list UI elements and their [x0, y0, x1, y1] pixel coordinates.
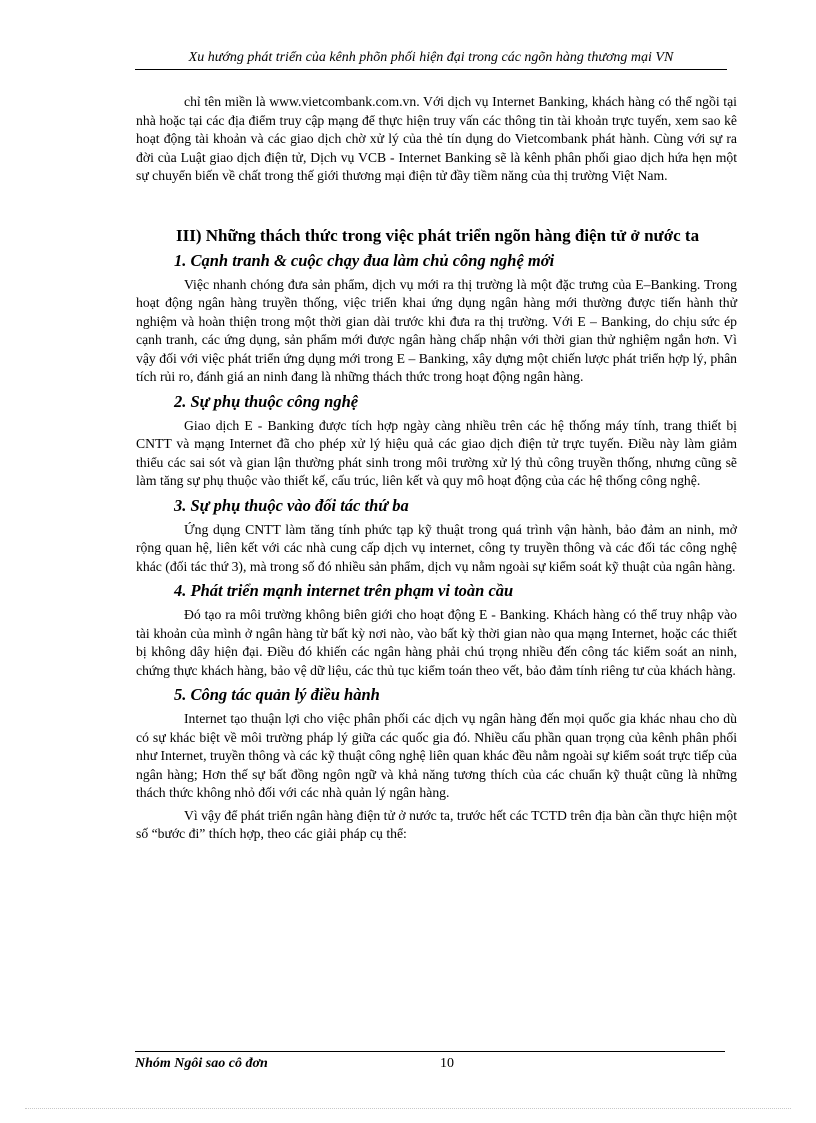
document-body: [136, 93, 737, 848]
paragraph: Internet tạo thuận lợi cho việc phân phối các dịch vụ ngân hàng đến mọi quốc gia khác nhau cho dù có sự khác biệt về môi trường pháp lý giữa các quốc gia đó. Nhiều cấu phần quan trọng của kênh phân phối như Internet, truyền thông và các kỹ thuật công nghệ liên quan khác đều nằm ngoài sự kiểm soát trực tiếp của ngân hàng; Hơn thế sự bất đồng ngôn ngữ và khả năng tương thích của các chuẩn kỹ thuật cũng là những thách thức không nhỏ đối với các nhà quản lý ngân hàng.: [136, 711, 737, 800]
paragraph: Giao dịch E - Banking được tích hợp ngày càng nhiều trên các hệ thống máy tính, trang thiết bị CNTT và mạng Internet đã cho phép xử lý hiệu quả các giao dịch điện tử trực tuyến. Điều này làm giảm thiểu các sai sót và gian lận thường phát sinh trong môi trường xử lý thủ công truyền thống, nhưng cũng sẽ làm tăng sự phụ thuộc vào thiết kế, cấu trúc, liên kết và quy mô hoạt động của các hệ thống công nghệ.: [136, 417, 737, 488]
running-header: Xu hướng phát triển của kênh phõn phối hiện đại trong các ngõn hàng thương mại VN: [135, 50, 727, 70]
paragraph: Đó tạo ra môi trường không biên giới cho hoạt động E - Banking. Khách hàng có thể truy nhập vào tài khoản của mình ở ngân hàng từ bất kỳ nơi nào, vào bất kỳ thời gian nào qua mạng Internet, hoặc các thiết bị không dây hiện đại. Điều đó khiến các ngân hàng phải chú trọng nhiều đến công tác kiểm soát an ninh, chứng thực khách hàng, bảo vệ dữ liệu, các thủ tục kiểm toán theo vết, bảo đảm tính riêng tư của khách hàng.: [136, 607, 737, 678]
subsection-heading-5: 5. Công tác quản lý điều hành: [174, 685, 380, 704]
paragraph: Vì vậy để phát triển ngân hàng điện tử ở nước ta, trước hết các TCTD trên địa bàn cần thực hiện một số “bước đi” thích hợp, theo các giải pháp cụ thể:: [136, 807, 737, 841]
section-title: III) Những thách thức trong việc phát triển ngõn hàng điện tử ở nước ta: [176, 225, 700, 245]
page-number: 10: [440, 1056, 454, 1071]
intro-paragraph: chỉ tên miền là www.vietcombank.com.vn. Với dịch vụ Internet Banking, khách hàng có thể ngồi tại nhà hoặc tại các địa điểm truy cập mạng để thực hiện truy vấn các thông tin tài khoản trực tuyến, xem sao kê hoạt động tài khoản và các giao dịch chờ xử lý của thẻ tín dụng do Vietcombank phát hành. Cùng với sự ra đời của Luật giao dịch điện tử, Dịch vụ VCB - Internet Banking sẽ là kênh phân phối giao dịch hứa hẹn một sự chuyển biến về chất trong thế giới thương mại điện tử đầy tiềm năng của thị trường Việt Nam.: [136, 94, 737, 183]
subsection-heading-1: 1. Cạnh tranh & cuộc chạy đua làm chủ công nghệ mới: [174, 250, 555, 270]
page-bottom-divider: [25, 1108, 791, 1109]
subsection-heading-3: 3. Sự phụ thuộc vào đối tác thứ ba: [174, 495, 409, 515]
subsection-heading-4: 4. Phát triển mạnh internet trên phạm vi toàn cầu: [174, 581, 514, 600]
paragraph: Việc nhanh chóng đưa sản phẩm, dịch vụ mới ra thị trường là một đặc trưng của E–Banking. Trong hoạt động ngân hàng truyền thống, việc triển khai ứng dụng ngân hàng mới thường được tiến hành thử nghiệm và hoàn thiện trong một thời gian dài trước khi đưa ra thị trường. Với E – Banking, do chịu sức ép cạnh tranh, các ứng dụng, sản phẩm mới được ngân hàng chấp nhận với thời gian thử nghiệm ngắn hơn. Vì vậy đối với việc phát triển ứng dụng mới trong E – Banking, xây dựng một chiến lược phát triển hợp lý, phân tích rủi ro, đánh giá an ninh đang là những thách thức trong hoạt động ngân hàng.: [136, 276, 737, 384]
page-footer: [135, 1051, 725, 1076]
paragraph: Ứng dụng CNTT làm tăng tính phức tạp kỹ thuật trong quá trình vận hành, bảo đảm an ninh, mở rộng quan hệ, liên kết với các nhà cung cấp dịch vụ internet, công ty truyền thông và các đối tác công nghệ khác (đối tác thứ 3), mà trong số đó nhiều sản phẩm, dịch vụ nằm ngoài sự kiểm soát kỹ thuật của ngân hàng.: [136, 521, 737, 574]
subsection-heading-2: 2. Sự phụ thuộc công nghệ: [174, 391, 359, 411]
footer-group-name: Nhóm Ngôi sao cô đơn: [135, 1056, 268, 1071]
